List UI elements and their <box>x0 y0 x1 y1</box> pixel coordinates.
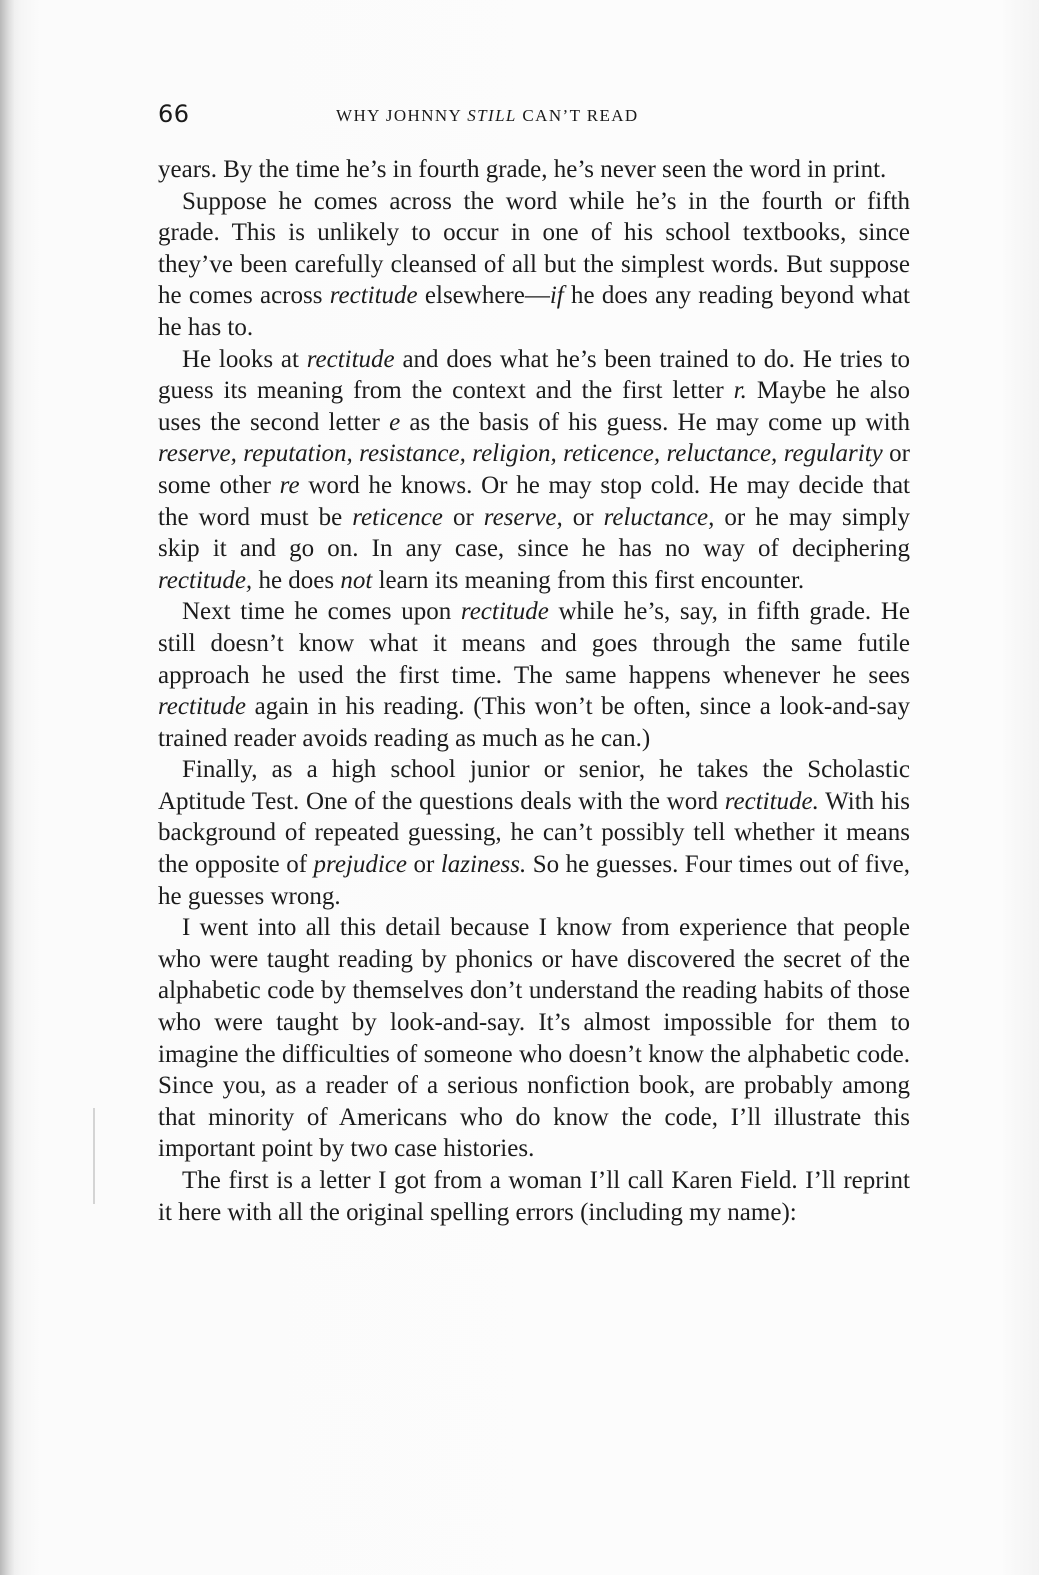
italic-text: laziness. <box>440 851 527 879</box>
italic-text: rectitude <box>460 598 549 626</box>
text-run: while he’s, say, in fifth grade. He still doesn’t know what it means and goes through the same futile approach he used the first time. The same happens whenever he sees <box>158 598 910 689</box>
italic-text: reluctance, <box>603 503 715 531</box>
running-head <box>158 100 910 136</box>
text-run: or <box>562 503 604 531</box>
text-run: word he knows. Or he may stop cold. He may decide that the word must be <box>158 471 910 531</box>
text-run: Suppose he comes across the word while he’s in the fourth or fifth grade. This is unlikely to occur in one of his school textbooks, since they’ve been carefully cleansed of all but the simplest words. But suppose he comes across <box>158 187 910 310</box>
paragraph <box>158 344 910 597</box>
italic-text: r. <box>733 377 747 405</box>
running-head-title-part: CAN’T READ <box>516 106 639 125</box>
paragraph <box>158 186 910 344</box>
text-run: or some other <box>158 440 910 499</box>
italic-text: rectitude. <box>724 787 819 815</box>
page-number: 66 <box>158 100 190 128</box>
text-run: He looks at <box>182 345 307 373</box>
text-run: With his background of repeated guessing, he can’t possibly tell whether it means the opposite of <box>158 787 911 879</box>
paragraph <box>158 912 910 1165</box>
text-run: learn its meaning from this first encounter. <box>372 566 805 594</box>
italic-text: reserve, <box>483 503 563 531</box>
text-run: again in his reading. (This won’t be often, since a look-and-say trained reader avoids reading as much as he can.) <box>158 693 910 752</box>
page-edge-shadow <box>0 0 14 1575</box>
text-run: years. By the time he’s in fourth grade, he’s never seen the word in print. <box>158 156 887 183</box>
text-run: or <box>407 851 441 879</box>
italic-text: prejudice <box>313 851 408 879</box>
paragraph <box>158 754 910 912</box>
text-run: Next time he comes upon <box>182 598 461 626</box>
italic-text: rectitude <box>329 282 418 310</box>
text-run: Finally, as a high school junior or senior, he takes the Scholastic Aptitude Test. One of the questions deals with the word <box>158 756 910 815</box>
paragraph <box>158 596 910 754</box>
italic-text: rectitude, <box>158 566 253 594</box>
italic-text: e <box>389 408 401 436</box>
text-run: or <box>442 503 484 531</box>
text-run: he does any reading beyond what he has to. <box>158 282 910 341</box>
text-run: The first is a letter I got from a woman I’ll call Karen Field. I’ll reprint it here with all the original spelling errors (including my name): <box>158 1167 910 1226</box>
italic-text: reticence <box>352 503 443 531</box>
italic-text: if <box>549 282 564 310</box>
body-text <box>158 154 910 1228</box>
text-run: he does <box>252 566 341 594</box>
text-run: elsewhere— <box>417 282 550 310</box>
italic-text: re <box>279 471 300 499</box>
text-run: and does what he’s been trained to do. He tries to guess its meaning from the context and the first letter <box>158 345 910 405</box>
margin-pencil-mark <box>93 1108 95 1204</box>
running-head-title <box>336 106 639 126</box>
running-head-title-italic: STILL <box>467 106 517 125</box>
paragraph <box>158 154 910 186</box>
italic-text: rectitude <box>306 345 395 373</box>
text-run: or he may simply skip it and go on. In any case, since he has no way of deciphering <box>158 503 911 563</box>
running-head-title-part: WHY JOHNNY <box>336 106 468 125</box>
italic-text: not <box>340 566 373 594</box>
text-run: Maybe he also uses the second letter <box>158 377 910 436</box>
italic-text: rectitude <box>158 693 246 721</box>
italic-text: reserve, reputation, resistance, religion, reticence, reluctance, regularity <box>158 440 883 468</box>
text-run: as the basis of his guess. He may come up with <box>400 408 910 436</box>
text-run: So he guesses. Four times out of five, he guesses wrong. <box>158 851 910 910</box>
text-run: I went into all this detail because I know from experience that people who were taught reading by phonics or have discovered the secret of the alphabetic code by themselves don’t understand the reading habits of those who were taught by look-and-say. It’s almost impossible for them to imagine the difficulties of someone who doesn’t know the alphabetic code. Since you, as a reader of a serious nonfiction book, are probably among that minority of Americans who do know the code, I’ll illustrate this important point by two case histories. <box>158 914 910 1163</box>
paragraph <box>158 1165 910 1228</box>
